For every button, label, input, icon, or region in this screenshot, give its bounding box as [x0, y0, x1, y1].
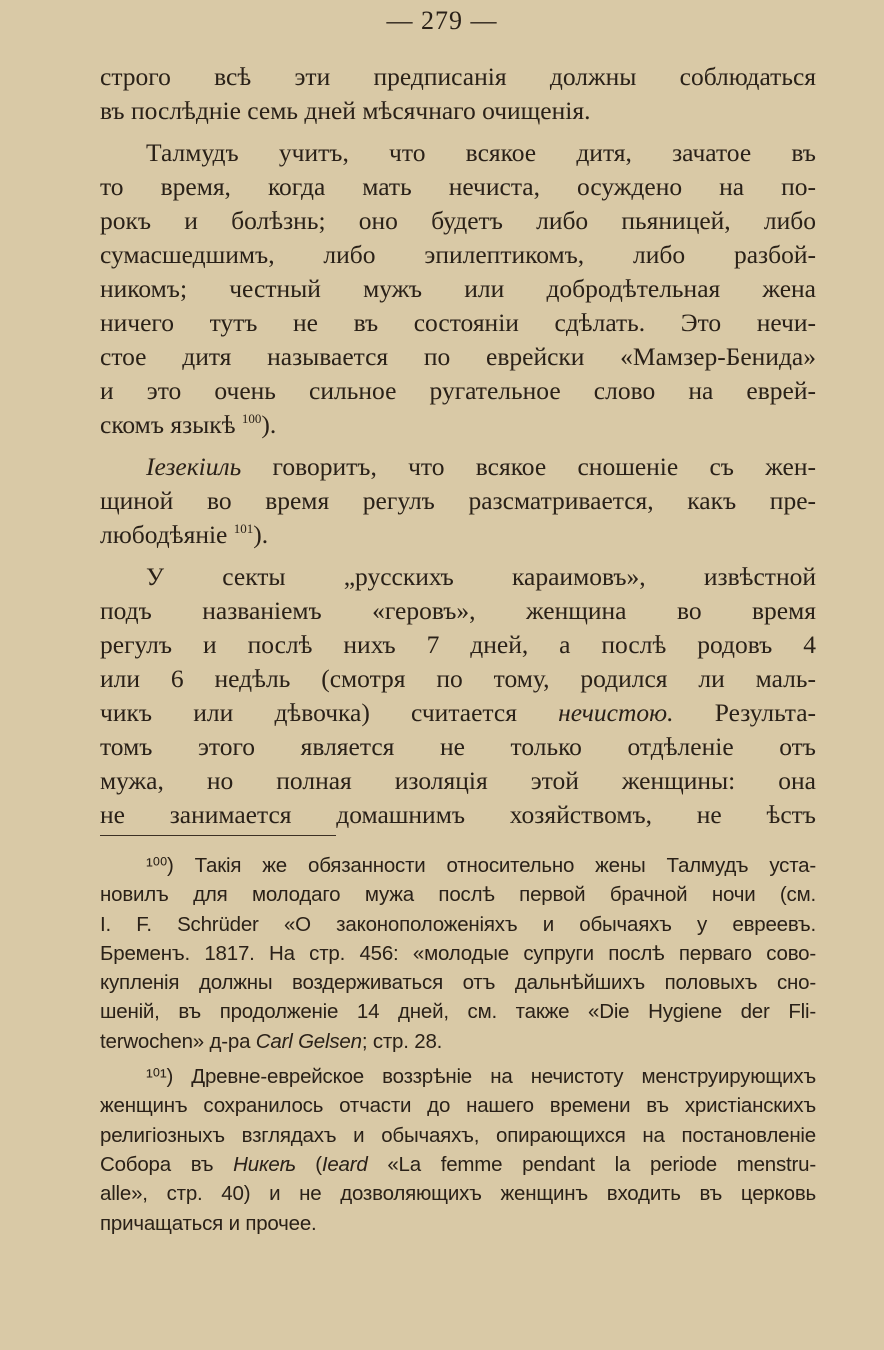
text-line: или 6 недѣль (смотря по тому, родился ли маль- — [100, 664, 816, 693]
text-line: и это очень сильное ругательное слово на еврей- — [100, 376, 816, 405]
text-line: рокъ и болѣзнь; оно будетъ либо пьяницей, либо — [100, 206, 816, 235]
footnote-line: купленія должны воздерживаться отъ дальнѣйшихъ половыхъ сно- — [100, 971, 816, 995]
text-line: никомъ; честный мужъ или добродѣтельная жена — [100, 274, 816, 303]
footnote-line: ¹⁰¹) Древне-еврейское воззрѣніе на нечистоту менструирующихъ — [146, 1065, 816, 1089]
footnote-line: причащаться и прочее. — [100, 1211, 317, 1235]
text-line: мужа, но полная изоляція этой женщины: она — [100, 766, 816, 795]
footnote-ref[interactable]: 101 — [233, 521, 254, 536]
footnote-line: ¹⁰⁰) Такія же обязанности относительно жены Талмудъ уста- — [146, 854, 816, 877]
text-line: скомъ языкѣ $^{100}$). — [100, 410, 277, 439]
italic-author: Carl Gelsen — [255, 1029, 362, 1053]
text-line: стое дитя называется по еврейски «Мамзер-Бенида» — [100, 342, 816, 371]
italic-author: Ieard — [321, 1152, 368, 1176]
footnote-line: Собора въ Никеѣ (Ieard «La femme pendant la periode menstru- — [100, 1152, 816, 1176]
text-line: сумасшедшимъ, либо эпилептикомъ, либо разбой- — [100, 240, 816, 269]
text-line: Талмудъ учитъ, что всякое дитя, зачатое въ — [146, 138, 816, 167]
text-line: строго всѣ эти предписанія должны соблюдаться — [100, 62, 816, 91]
text-line: томъ этого является не только отдѣленіе отъ — [100, 732, 816, 761]
text-line: чикъ или дѣвочка) считается нечистою. Результа- — [100, 698, 816, 727]
footnote-line: религіозныхъ взглядахъ и обычаяхъ, опирающихся на постановленіе — [100, 1123, 816, 1147]
footnotes — [100, 851, 816, 1238]
text-line: то время, когда мать нечиста, осуждено на по- — [100, 172, 816, 201]
footnote-marker: ¹⁰¹) — [146, 1065, 174, 1089]
text-line: щиной во время регулъ разсматривается, какъ пре- — [100, 486, 816, 515]
text-line: въ послѣдніе семь дней мѣсячнаго очищенія. — [100, 96, 591, 125]
italic-place: Никеѣ — [233, 1152, 296, 1176]
text-line: Iезекiиль говоритъ, что всякое сношеніе съ жен- — [146, 452, 816, 481]
footnote-ref[interactable]: 100 — [241, 411, 262, 426]
italic-name: Iезекiиль — [146, 452, 242, 481]
footnote-line: женщинъ сохранилось отчасти до нашего времени въ христіанскихъ — [100, 1094, 816, 1118]
text-line: ничего тутъ не въ состояніи сдѣлать. Это нечи- — [100, 308, 816, 337]
footnote-line: alle», стр. 40) и не дозволяющихъ женщинъ входить въ церковь — [100, 1182, 816, 1206]
footnote-divider — [100, 835, 336, 836]
footnote-line: шеній, въ продолженіе 14 дней, см. также «Die Hygiene der Fli- — [100, 1000, 816, 1024]
main-text — [100, 60, 816, 832]
footnote-line: I. F. Schrüder «О законоположеніяхъ и обычаяхъ у евреевъ. — [100, 912, 816, 936]
text-line: регулъ и послѣ нихъ 7 дней, а послѣ родовъ 4 — [100, 630, 816, 659]
text-line: подъ названіемъ «геровъ», женщина во время — [100, 596, 816, 625]
text-line: не занимается домашнимъ хозяйствомъ, не ѣстъ — [100, 800, 816, 829]
footnote-line: terwochen» д-ра Carl Gelsen; стр. 28. — [100, 1029, 443, 1053]
text-line: У секты „русскихъ караимовъ», извѣстной — [146, 562, 816, 591]
page-number: — 279 — — [386, 6, 498, 35]
footnote-marker: ¹⁰⁰) — [146, 854, 174, 877]
footnote-line: новилъ для молодаго мужа послѣ первой брачной ночи (см. — [100, 883, 816, 907]
footnote-line: Бременъ. 1817. На стр. 456: «молодые супруги послѣ перваго сово- — [100, 941, 816, 965]
italic-word: нечистою. — [558, 698, 674, 727]
text-line: любодѣяніе $^{101}$). — [100, 520, 269, 549]
